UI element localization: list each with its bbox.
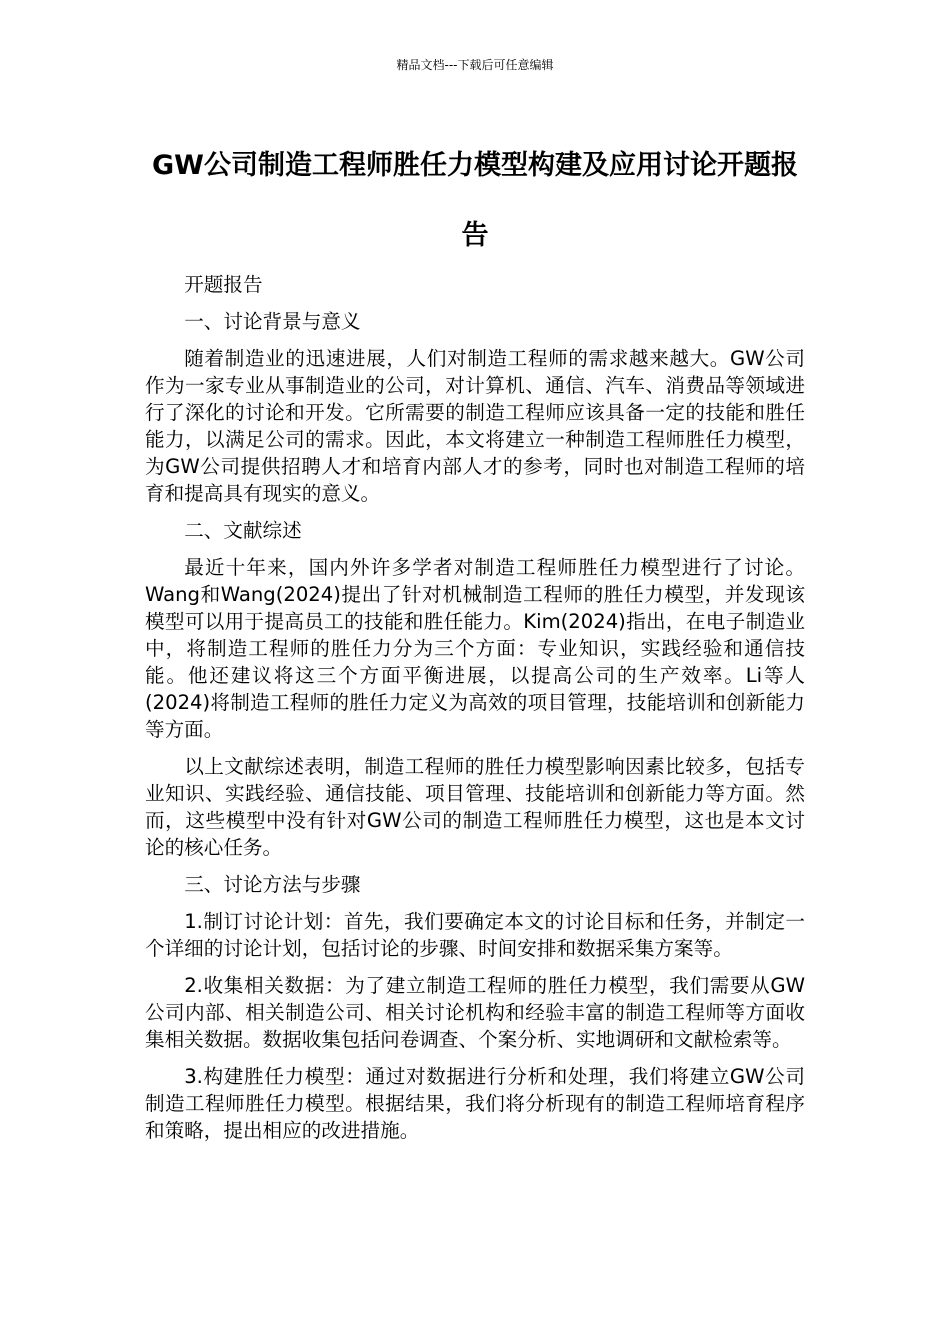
paragraph-background: 随着制造业的迅速进展，人们对制造工程师的需求越来越大。GW公司作为一家专业从事制造业的公司，对计算机、通信、汽车、消费品等领域进行了深化的讨论和开发。它所需要的制造工程师应该具备一定的技能和胜任能力，以满足公司的需求。因此，本文将建立一种制造工程师胜任力模型，为GW公司提供招聘人才和培育内部人才的参考，同时也对制造工程师的培育和提高具有现实的意义。 [145,347,805,505]
paragraph-step-3: 3.构建胜任力模型：通过对数据进行分析和处理，我们将建立GW公司制造工程师胜任力模型。根据结果，我们将分析现有的制造工程师培育程序和策略，提出相应的改进措施。 [145,1065,805,1142]
page-header: 精品文档---下载后可任意编辑 [396,58,554,72]
document-title: GW公司制造工程师胜任力模型构建及应用讨论开题报告 [152,150,798,251]
section-heading-background: 一、讨论背景与意义 [184,310,361,333]
paragraph-report-label: 开题报告 [184,273,263,296]
document-body [145,271,805,1154]
section-heading-literature: 二、文献综述 [184,519,302,542]
section-heading-methods: 三、讨论方法与步骤 [184,873,361,896]
paragraph-step-1: 1.制订讨论计划：首先，我们要确定本文的讨论目标和任务，并制定一个详细的讨论计划，包括讨论的步骤、时间安排和数据采集方案等。 [145,910,805,960]
paragraph-step-2: 2.收集相关数据：为了建立制造工程师的胜任力模型，我们需要从GW公司内部、相关制造公司、相关讨论机构和经验丰富的制造工程师等方面收集相关数据。数据收集包括问卷调查、个案分析、实地调研和文献检索等。 [145,974,805,1051]
paragraph-literature: 最近十年来，国内外许多学者对制造工程师胜任力模型进行了讨论。Wang和Wang(2024)提出了针对机械制造工程师的胜任力模型，并发现该模型可以用于提高员工的技能和胜任能力。Kim(2024)指出，在电子制造业中，将制造工程师的胜任力分为三个方面：专业知识，实践经验和通信技能。他还建议将这三个方面平衡进展，以提高公司的生产效率。Li等人(2024)将制造工程师的胜任力定义为高效的项目管理，技能培训和创新能力等方面。 [145,556,805,741]
paragraph-literature-summary: 以上文献综述表明，制造工程师的胜任力模型影响因素比较多，包括专业知识、实践经验、通信技能、项目管理、技能培训和创新能力等方面。然而，这些模型中没有针对GW公司的制造工程师胜任力模型，这也是本文讨论的核心任务。 [145,755,805,859]
